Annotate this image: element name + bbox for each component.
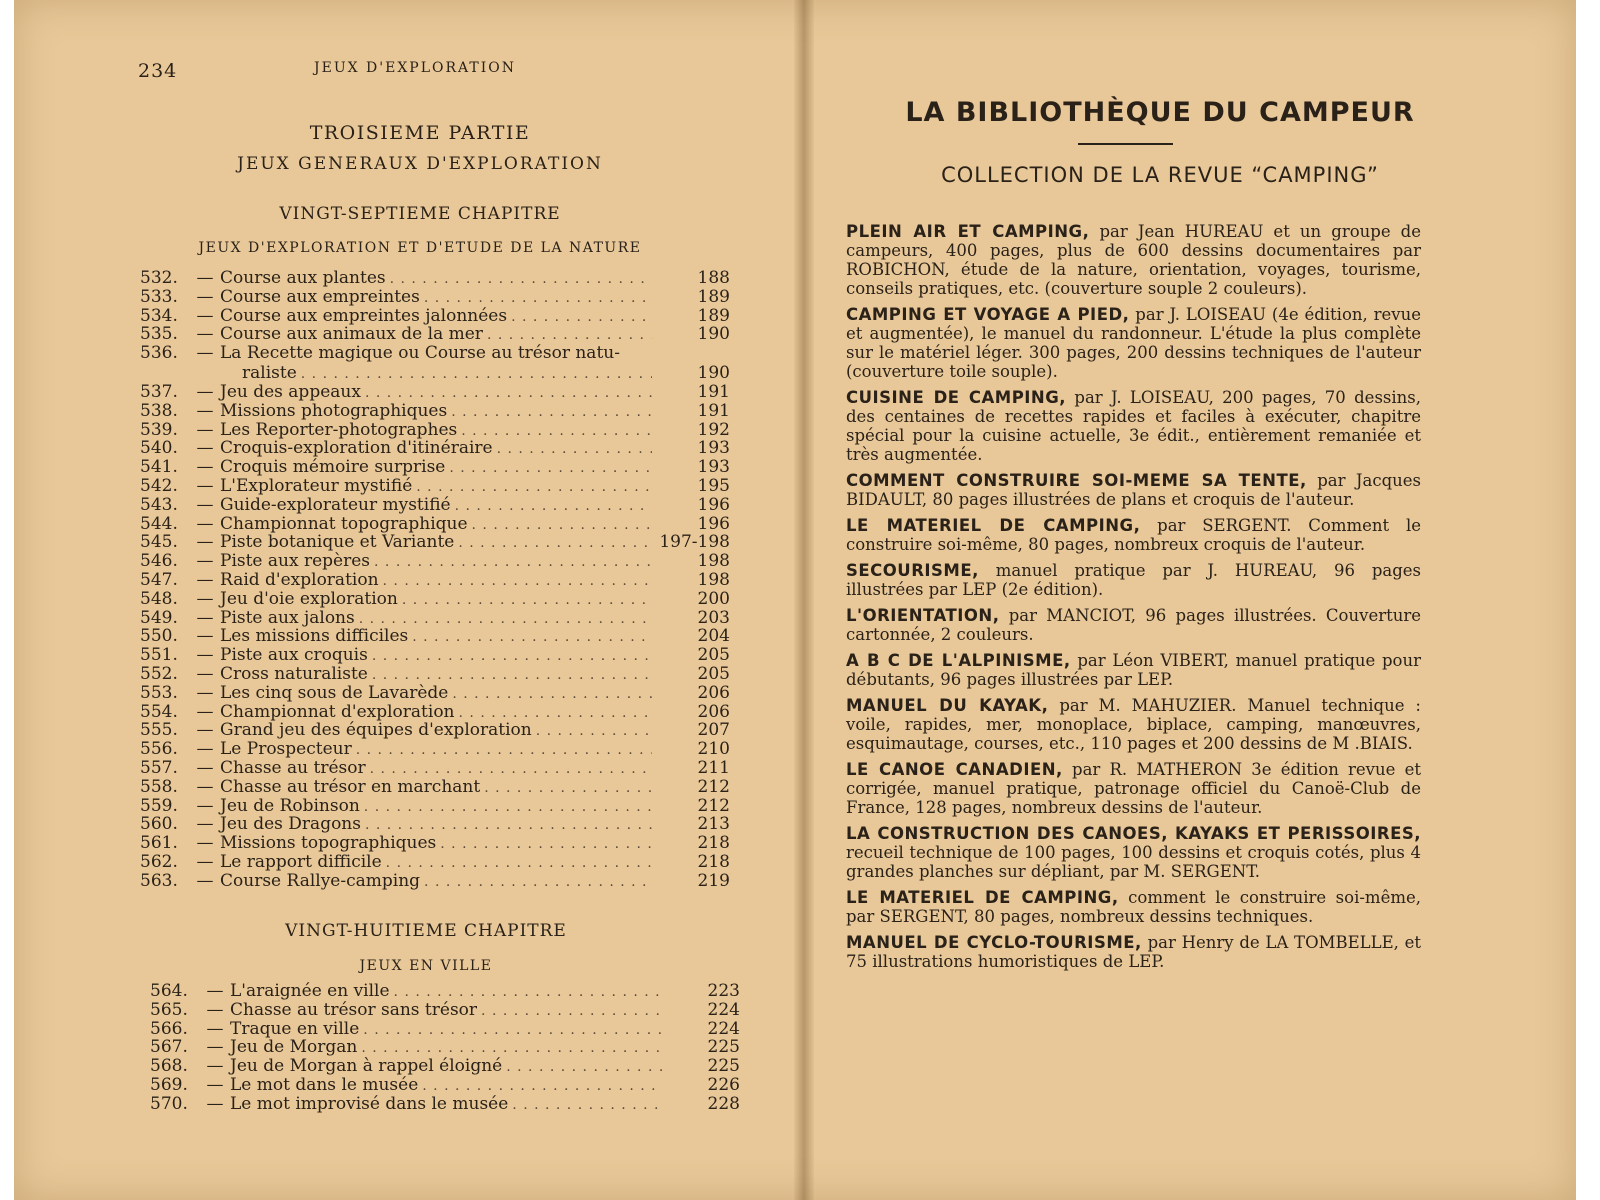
book-title: A B C DE L'ALPINISME, [846,651,1071,670]
entry-dash: — [196,419,214,440]
leader-dots [481,1002,662,1021]
leader-dots [374,553,652,572]
entry-title: L'araignée en ville [230,981,390,1001]
toc-entry [150,982,740,1001]
entry-page: 204 [697,626,730,647]
entry-number: 562. [140,851,178,872]
toc-entry [140,665,730,684]
toc-entry [140,515,730,534]
entry-page: 218 [697,851,730,872]
toc-entry [140,325,730,344]
entry-dash: — [196,569,214,590]
toc-entry [140,778,730,797]
entry-title: Course aux plantes [220,268,386,288]
leader-dots [424,289,652,308]
entry-dash: — [206,999,224,1020]
entry-page: 212 [697,795,730,816]
book-title: LA CONSTRUCTION DES CANOES, KAYAKS ET PERISSOIRES, [846,824,1421,843]
book-title: L'ORIENTATION, [846,606,1000,625]
entry-dash: — [196,701,214,722]
toc-entry [150,1095,740,1114]
entry-number: 544. [140,513,178,534]
book-description: comment le construire soi-même, par SERGENT, 80 pages, nombreux dessins techniques. [846,888,1421,926]
entry-title: Croquis-exploration d'itinéraire [220,438,493,459]
entry-dash: — [206,1074,224,1095]
entry-page: 190 [697,363,730,384]
book-description: recueil technique de 100 pages, 100 dessins et croquis cotés, plus 4 grandes planches sur dépliant, par M. SERGENT. [846,843,1421,881]
toc-entry [140,439,730,458]
toc-entry [140,872,730,891]
entry-dash: — [196,494,214,515]
collection-subtitle: COLLECTION DE LA REVUE “CAMPING” [941,163,1379,187]
entry-title: Le Prospecteur [220,739,352,760]
entry-title: Piste aux croquis [220,645,368,666]
entry-number: 570. [150,1093,188,1114]
toc-entry [140,759,730,778]
leader-dots [511,308,652,327]
leader-dots [512,1096,662,1115]
toc-entry [140,684,730,703]
leader-dots [412,628,652,647]
leader-dots [363,1021,662,1040]
book-description: par J. LOISEAU (4e édition, revue et augmentée), le manuel du randonneur. L'étude la plus complète sur le matériel léger. 300 pages, 200 dessins techniques de l'auteur (couverture toile souple). [846,305,1421,381]
entry-number: 553. [140,682,178,703]
leader-dots [356,741,652,760]
entry-dash: — [196,513,214,534]
book-entry [846,561,1421,599]
entry-dash: — [196,324,214,345]
entry-title: Le mot dans le musée [230,1074,419,1095]
entry-number: 536. [140,343,178,364]
toc-entry [140,269,730,288]
entry-title: Piste botanique et Variante [220,532,455,553]
entry-dash: — [196,532,214,553]
book-entry [846,471,1421,509]
toc-entry [140,288,730,307]
part-subtitle: JEUX GENERAUX D'EXPLORATION [237,154,603,174]
entry-dash: — [196,305,214,326]
entry-title: Les Reporter-photographes [220,419,458,440]
entry-number: 533. [140,286,178,307]
entry-number: 566. [150,1018,188,1039]
book-entry [846,305,1421,381]
entry-number: 532. [140,268,178,288]
toc-entry [140,834,730,853]
chapter27-subtitle: JEUX D'EXPLORATION ET D'ETUDE DE LA NATURE [198,240,642,256]
book-entry [846,606,1421,644]
leader-dots [365,384,652,403]
leader-dots [458,534,652,553]
entry-number: 561. [140,833,178,854]
entry-number: 559. [140,795,178,816]
book-title: LE MATERIEL DE CAMPING, [846,888,1119,907]
toc-entry [150,1057,740,1076]
entry-page: 189 [697,305,730,326]
entry-title-continued: raliste [242,363,297,384]
entry-number: 540. [140,438,178,459]
entry-dash: — [196,833,214,854]
entry-number: 539. [140,419,178,440]
leader-dots [386,854,652,873]
leader-dots [390,270,652,289]
book-entry [846,222,1421,298]
entry-number: 555. [140,720,178,741]
entry-title: Course Rallye-camping [220,870,421,891]
leader-dots [497,440,652,459]
entry-dash: — [196,776,214,797]
entry-dash: — [206,981,224,1001]
entry-number: 565. [150,999,188,1020]
entry-dash: — [196,551,214,572]
entry-page: 225 [707,1056,740,1077]
book-description: par R. MATHERON 3e édition revue et corrigée, manuel pratique, patronage officiel du Canoë-Club de France, 128 pages, nombreux dessins de l'auteur. [846,760,1421,817]
entry-dash: — [196,645,214,666]
toc-entry [140,627,730,646]
entry-page: 191 [697,381,730,402]
leader-dots [402,591,652,610]
entry-number: 569. [150,1074,188,1095]
entry-dash: — [196,607,214,628]
entry-page: 195 [697,475,730,496]
entry-title: Le mot improvisé dans le musée [230,1093,509,1114]
entry-title: Croquis mémoire surprise [220,457,446,478]
leader-dots [472,516,652,535]
entry-title: Le rapport difficile [220,851,382,872]
toc-entry [140,703,730,722]
entry-dash: — [196,870,214,891]
toc-entry-continuation [140,364,730,383]
entry-title: Chasse au trésor en marchant [220,776,481,797]
toc-entry [140,477,730,496]
chapter28-toc [150,982,740,1114]
leader-dots [536,722,652,741]
book-entry [846,388,1421,464]
entry-page: 210 [697,739,730,760]
leader-dots [372,666,652,685]
entry-dash: — [196,663,214,684]
entry-number: 558. [140,776,178,797]
entry-title: Piste aux jalons [220,607,355,628]
entry-page: 200 [697,588,730,609]
entry-page: 226 [707,1074,740,1095]
entry-title: Cross naturaliste [220,663,368,684]
leader-dots [370,760,652,779]
entry-page: 193 [697,438,730,459]
entry-dash: — [196,343,214,364]
entry-dash: — [196,814,214,835]
entry-page: 205 [697,663,730,684]
entry-page: 198 [697,569,730,590]
chapter27-title: VINGT-SEPTIEME CHAPITRE [279,204,561,224]
book-title: SECOURISME, [846,561,979,580]
entry-title: Chasse au trésor sans trésor [230,999,478,1020]
entry-number: 560. [140,814,178,835]
entry-number: 545. [140,532,178,553]
book-description: par SERGENT. Comment le construire soi-même, 80 pages, nombreux croquis de l'auteur. [846,516,1421,554]
entry-number: 563. [140,870,178,891]
entry-number: 550. [140,626,178,647]
entry-dash: — [196,757,214,778]
entry-page: 212 [697,776,730,797]
toc-entry [150,1001,740,1020]
entry-number: 549. [140,607,178,628]
entry-page: 196 [697,494,730,515]
toc-entry [140,646,730,665]
leader-dots [452,685,652,704]
entry-dash: — [196,851,214,872]
chapter28-title: VINGT-HUITIEME CHAPITRE [285,921,567,941]
entry-page: 224 [707,999,740,1020]
title-rule [1078,143,1173,145]
entry-dash: — [206,1093,224,1114]
page-number: 234 [138,60,178,82]
entry-title: Course aux empreintes [220,286,420,307]
entry-number: 543. [140,494,178,515]
entry-dash: — [206,1018,224,1039]
entry-page: 223 [707,981,740,1001]
entry-number: 537. [140,381,178,402]
entry-page: 193 [697,457,730,478]
toc-entry [140,402,730,421]
toc-entry [140,853,730,872]
book-title: PLEIN AIR ET CAMPING, [846,222,1090,241]
toc-entry [140,609,730,628]
toc-entry [140,740,730,759]
book-entry [846,888,1421,926]
right-page [800,0,1590,1200]
entry-page: 189 [697,286,730,307]
running-title: JEUX D'EXPLORATION [314,60,516,76]
entry-page: 218 [697,833,730,854]
toc-entry [140,496,730,515]
entry-number: 538. [140,400,178,421]
entry-number: 548. [140,588,178,609]
leader-dots [455,497,652,516]
entry-page: 206 [697,701,730,722]
entry-page: 192 [697,419,730,440]
library-title: LA BIBLIOTHÈQUE DU CAMPEUR [905,97,1415,128]
entry-number: 541. [140,457,178,478]
toc-entry [150,1076,740,1095]
entry-dash: — [206,1056,224,1077]
toc-entry [150,1038,740,1057]
book-entry [846,516,1421,554]
leader-dots [364,798,652,817]
entry-title: Les cinq sous de Lavarède [220,682,449,703]
leader-dots [424,873,652,892]
entry-dash: — [196,795,214,816]
leader-dots [383,572,652,591]
book-entry [846,824,1421,881]
entry-number: 551. [140,645,178,666]
toc-entry [140,797,730,816]
book-entry [846,933,1421,971]
entry-dash: — [206,1037,224,1058]
entry-title: Jeu de Robinson [220,795,360,816]
toc-entry [140,533,730,552]
entry-number: 534. [140,305,178,326]
entry-title: Raid d'exploration [220,569,379,590]
toc-entry [140,721,730,740]
chapter27-toc [140,269,730,891]
entry-title: Jeu des appeaux [220,381,361,402]
entry-title: Piste aux repères [220,551,371,572]
leader-dots [484,779,652,798]
toc-entry [140,815,730,834]
book-description: par M. MAHUZIER. Manuel technique : voile, rapides, mer, monoplace, biplace, camping, manœuvres, esquimautage, courses, etc., 110 pages et 200 dessins de M .BIAIS. [846,696,1421,753]
entry-dash: — [196,286,214,307]
toc-entry [140,458,730,477]
book-title: MANUEL DU KAYAK, [846,696,1049,715]
entry-page: 188 [697,268,730,288]
entry-dash: — [196,457,214,478]
toc-entry [150,1020,740,1039]
book-title: LE CANOE CANADIEN, [846,760,1063,779]
entry-title: Course aux empreintes jalonnées [220,305,508,326]
book-title: COMMENT CONSTRUIRE SOI-MEME SA TENTE, [846,471,1307,490]
toc-entry [140,590,730,609]
entry-title: Traque en ville [230,1018,360,1039]
entry-title: Jeu de Morgan à rappel éloigné [230,1056,503,1077]
entry-dash: — [196,400,214,421]
leader-dots [440,835,652,854]
entry-dash: — [196,739,214,760]
entry-dash: — [196,682,214,703]
book-entry [846,760,1421,817]
entry-page: 191 [697,400,730,421]
leader-dots [451,403,652,422]
entry-page: 213 [697,814,730,835]
leader-dots [449,459,652,478]
book-description: manuel pratique par J. HUREAU, 96 pages illustrées par LEP (2e édition). [846,561,1422,599]
entry-number: 556. [140,739,178,760]
entry-number: 557. [140,757,178,778]
book-title: CAMPING ET VOYAGE A PIED, [846,305,1130,324]
book-description: par Jacques BIDAULT, 80 pages illustrées de plans et croquis de l'auteur. [846,471,1421,509]
entry-title: Jeu d'oie exploration [220,588,398,609]
entry-title: Les missions difficiles [220,626,409,647]
entry-page: 207 [697,720,730,741]
toc-entry [140,307,730,326]
toc-entry [140,421,730,440]
entry-dash: — [196,475,214,496]
entry-title: Chasse au trésor [220,757,366,778]
leader-dots [422,1077,662,1096]
part-title: TROISIEME PARTIE [309,122,531,144]
book-entry [846,651,1421,689]
toc-entry [140,344,730,364]
entry-page: 211 [697,757,730,778]
book-description: par Léon VIBERT, manuel pratique pour débutants, 96 pages illustrées par LEP. [846,651,1422,689]
entry-number: 535. [140,324,178,345]
entry-page: 206 [697,682,730,703]
toc-entry [140,552,730,571]
book-description: par Henry de LA TOMBELLE, et 75 illustrations humoristiques de LEP. [846,933,1422,971]
entry-page: 225 [707,1037,740,1058]
entry-number: 547. [140,569,178,590]
book-title: MANUEL DE CYCLO-TOURISME, [846,933,1142,952]
book-list [846,222,1421,978]
entry-dash: — [196,626,214,647]
entry-page: 190 [697,324,730,345]
entry-title: Missions photographiques [220,400,448,421]
entry-page: 205 [697,645,730,666]
leader-dots [372,647,652,666]
entry-dash: — [196,438,214,459]
book-entry [846,696,1421,753]
leader-dots [416,478,652,497]
entry-title: La Recette magique ou Course au trésor natu- [220,343,620,364]
entry-number: 567. [150,1037,188,1058]
left-page [14,0,784,1200]
entry-page: 224 [707,1018,740,1039]
entry-page: 198 [697,551,730,572]
entry-dash: — [196,268,214,288]
leader-dots [506,1058,662,1077]
entry-title: Grand jeu des équipes d'exploration [220,720,532,741]
leader-dots [394,983,662,1002]
entry-page: 203 [697,607,730,628]
entry-title: Jeu des Dragons [220,814,361,835]
entry-dash: — [196,588,214,609]
toc-entry [140,571,730,590]
book-description: par Jean HUREAU et un groupe de campeurs, 400 pages, plus de 600 dessins documentaires par ROBICHON, étude de la nature, orientation, voyages, tourisme, conseils pratiques, etc. (couverture souple 2 couleurs). [846,222,1421,298]
entry-number: 552. [140,663,178,684]
entry-number: 554. [140,701,178,722]
entry-page: 219 [697,870,730,891]
entry-title: Championnat d'exploration [220,701,455,722]
entry-page: 196 [697,513,730,534]
entry-number: 542. [140,475,178,496]
entry-title: Guide-explorateur mystifié [220,494,451,515]
toc-entry [140,383,730,402]
book-description: par J. LOISEAU, 200 pages, 70 dessins, des centaines de recettes rapides et faciles à exécuter, chapitre spécial pour la cuisine actuelle, 3e édit., entièrement remaniée et très augmentée. [846,388,1421,464]
entry-dash: — [196,720,214,741]
entry-title: Jeu de Morgan [230,1037,358,1058]
book-title: LE MATERIEL DE CAMPING, [846,516,1141,535]
entry-title: Course aux animaux de la mer [220,324,483,345]
entry-title: L'Explorateur mystifié [220,475,413,496]
entry-number: 546. [140,551,178,572]
entry-page: 197-198 [659,532,730,553]
entry-title: Missions topographiques [220,833,437,854]
book-title: CUISINE DE CAMPING, [846,388,1067,407]
entry-title: Championnat topographique [220,513,468,534]
entry-number: 564. [150,981,188,1001]
chapter28-subtitle: JEUX EN VILLE [359,958,493,974]
entry-number: 568. [150,1056,188,1077]
entry-page: 228 [707,1093,740,1114]
book-description: par MANCIOT, 96 pages illustrées. Couverture cartonnée, 2 couleurs. [846,606,1421,644]
entry-dash: — [196,381,214,402]
